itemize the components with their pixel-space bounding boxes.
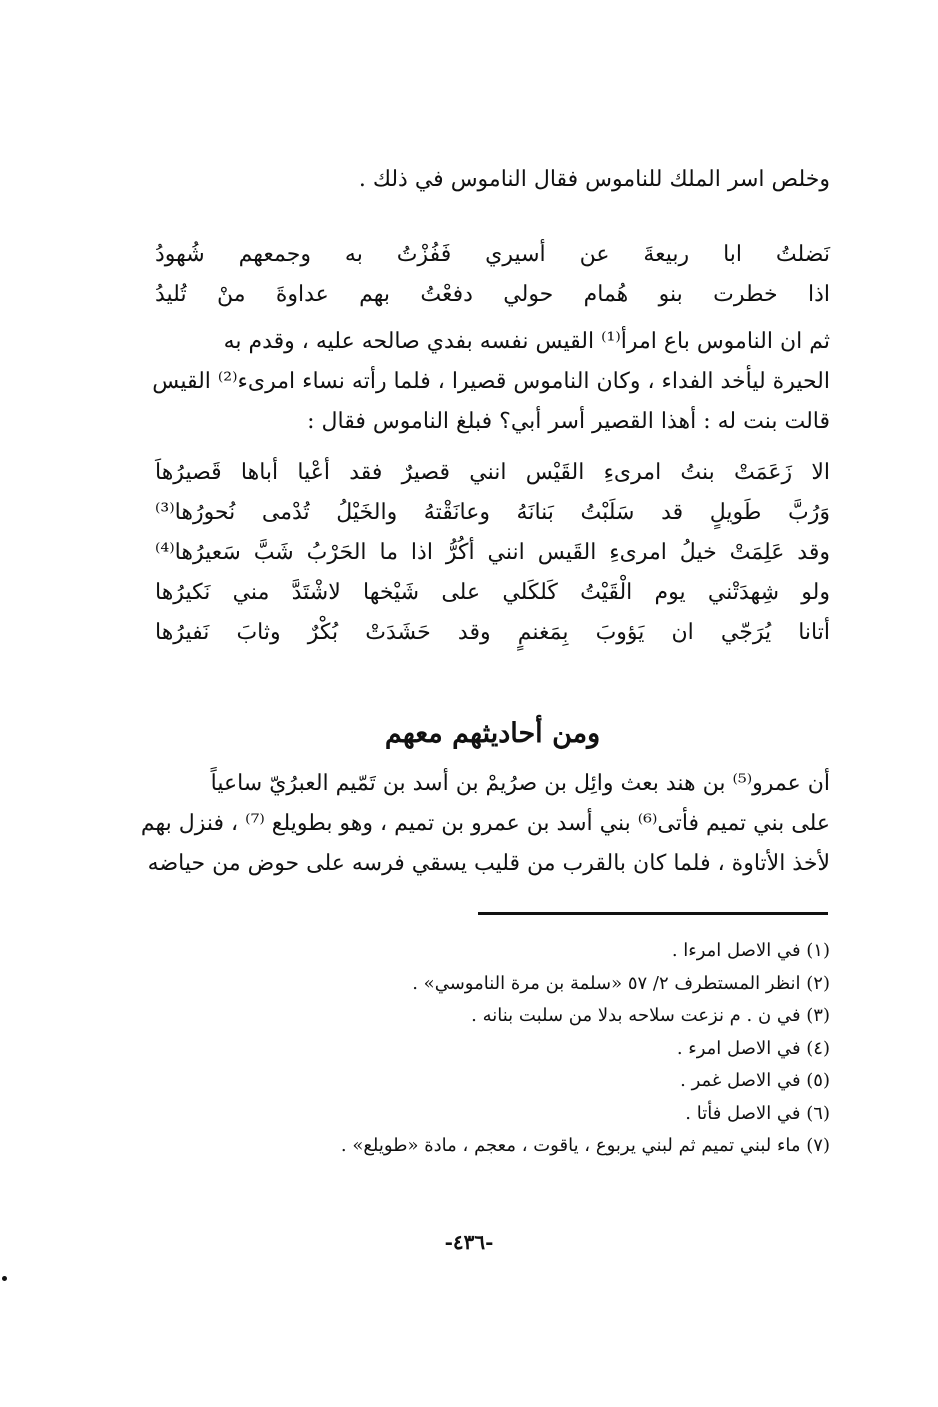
poem-block-1	[155, 235, 830, 315]
verse-line: ولو شِهدَتْني يوم الْقَيْتُ كَلكَلي على شَيْخها لاشْتَدَّ مني نَكيرُها	[155, 580, 830, 605]
footnote: (٢) انظر المستطرف ٢/ ٥٧ «سلمة بن مرة الناموسي» .	[412, 972, 830, 994]
prose-paragraph-1	[152, 322, 830, 442]
section-heading: ومن أحاديثهم معهم	[384, 718, 601, 749]
verse-line: اذا خطرت بنو هُمام حولي دفعْتُ بهم عداوةَ منْ تُليدُ	[155, 282, 830, 307]
prose-line: لأخذ الأتاوة ، فلما كان بالقرب من قليب يسقي فرسه على حوض من حياضه	[147, 851, 830, 876]
page-number: -٤٣٦-	[444, 1230, 494, 1254]
verse-line: الا زَعَمَتْ بنتُ امرىءِ القَيْس انني قصيرٌ فقد أعْيا أباها قَصيرُهاَ	[155, 460, 830, 485]
poem-block-2	[155, 453, 830, 653]
prose-line: أن عمرو⁽⁵⁾ بن هند بعث وائِل بن صرُيمْ بن أسد بن تَمّيم العبرُيّ ساعياً	[210, 771, 830, 796]
footnotes	[300, 935, 830, 1163]
footnote: (١) في الاصل امرءا .	[671, 940, 830, 961]
prose-line: الحيرة ليأخد الفداء ، وكان الناموس قصيرا ، فلما رأته نساء امرىء⁽²⁾ القيس	[152, 369, 830, 394]
footnote: (٣) في ن . م نزعت سلاحه بدلا من سلبت بنانه .	[471, 1005, 830, 1026]
prose-paragraph-2	[140, 764, 830, 884]
verse-line: أتانا يُرَجّي ان يَؤوبَ بِمَغنمٍ وقد حَشَدَتْ بُكْرٌ وثابَ نَفيرُها	[155, 620, 830, 645]
footnote: (٦) في الاصل فأتا .	[685, 1102, 830, 1124]
prose-line: على بني تميم فأتى⁽⁶⁾ بني أسد بن عمرو بن تميم ، وهو بطويلع ⁽⁷⁾ ، فنزل بهم	[140, 811, 830, 836]
verse-line: وقد عَلِمَتْ خيلُ امرىءِ القَيس انني أكُرُّ اذا ما الحَرْبُ شَبَّ سَعيرُها⁽⁴⁾	[155, 540, 830, 565]
footnote: (٧) ماء لبني تميم ثم لبني يربوع ، ياقوت ، معجم ، مادة «طويلع» .	[340, 1135, 830, 1156]
footnote: (٥) في الاصل غمر .	[680, 1070, 830, 1091]
prose-line: ثم ان الناموس باع امرأ⁽¹⁾ القيس نفسه بفدي صالحه عليه ، وقدم به	[223, 329, 830, 354]
prose-line: وخلص اسر الملك للناموس فقال الناموس في ذلك .	[358, 167, 830, 192]
footnote-separator	[478, 912, 828, 915]
verse-line: وَرُبَّ طَويلٍ قد سَلَبْتُ بَنانَهُ وعانَقْتهُ والخَيْلُ تُدْمى نُحورُها⁽³⁾	[155, 500, 830, 525]
scan-mark	[2, 1276, 7, 1281]
intro-text	[155, 160, 830, 200]
verse-line: نَضلتُ ابا ربيعةَ عن أسيري فَفُزْتُ به وجمعهم شُهودُ	[155, 242, 830, 267]
prose-line: قالت بنت له : أهذا القصير أسر أبي؟ فبلغ الناموس فقال :	[307, 409, 830, 434]
footnote: (٤) في الاصل امرء .	[676, 1037, 830, 1059]
